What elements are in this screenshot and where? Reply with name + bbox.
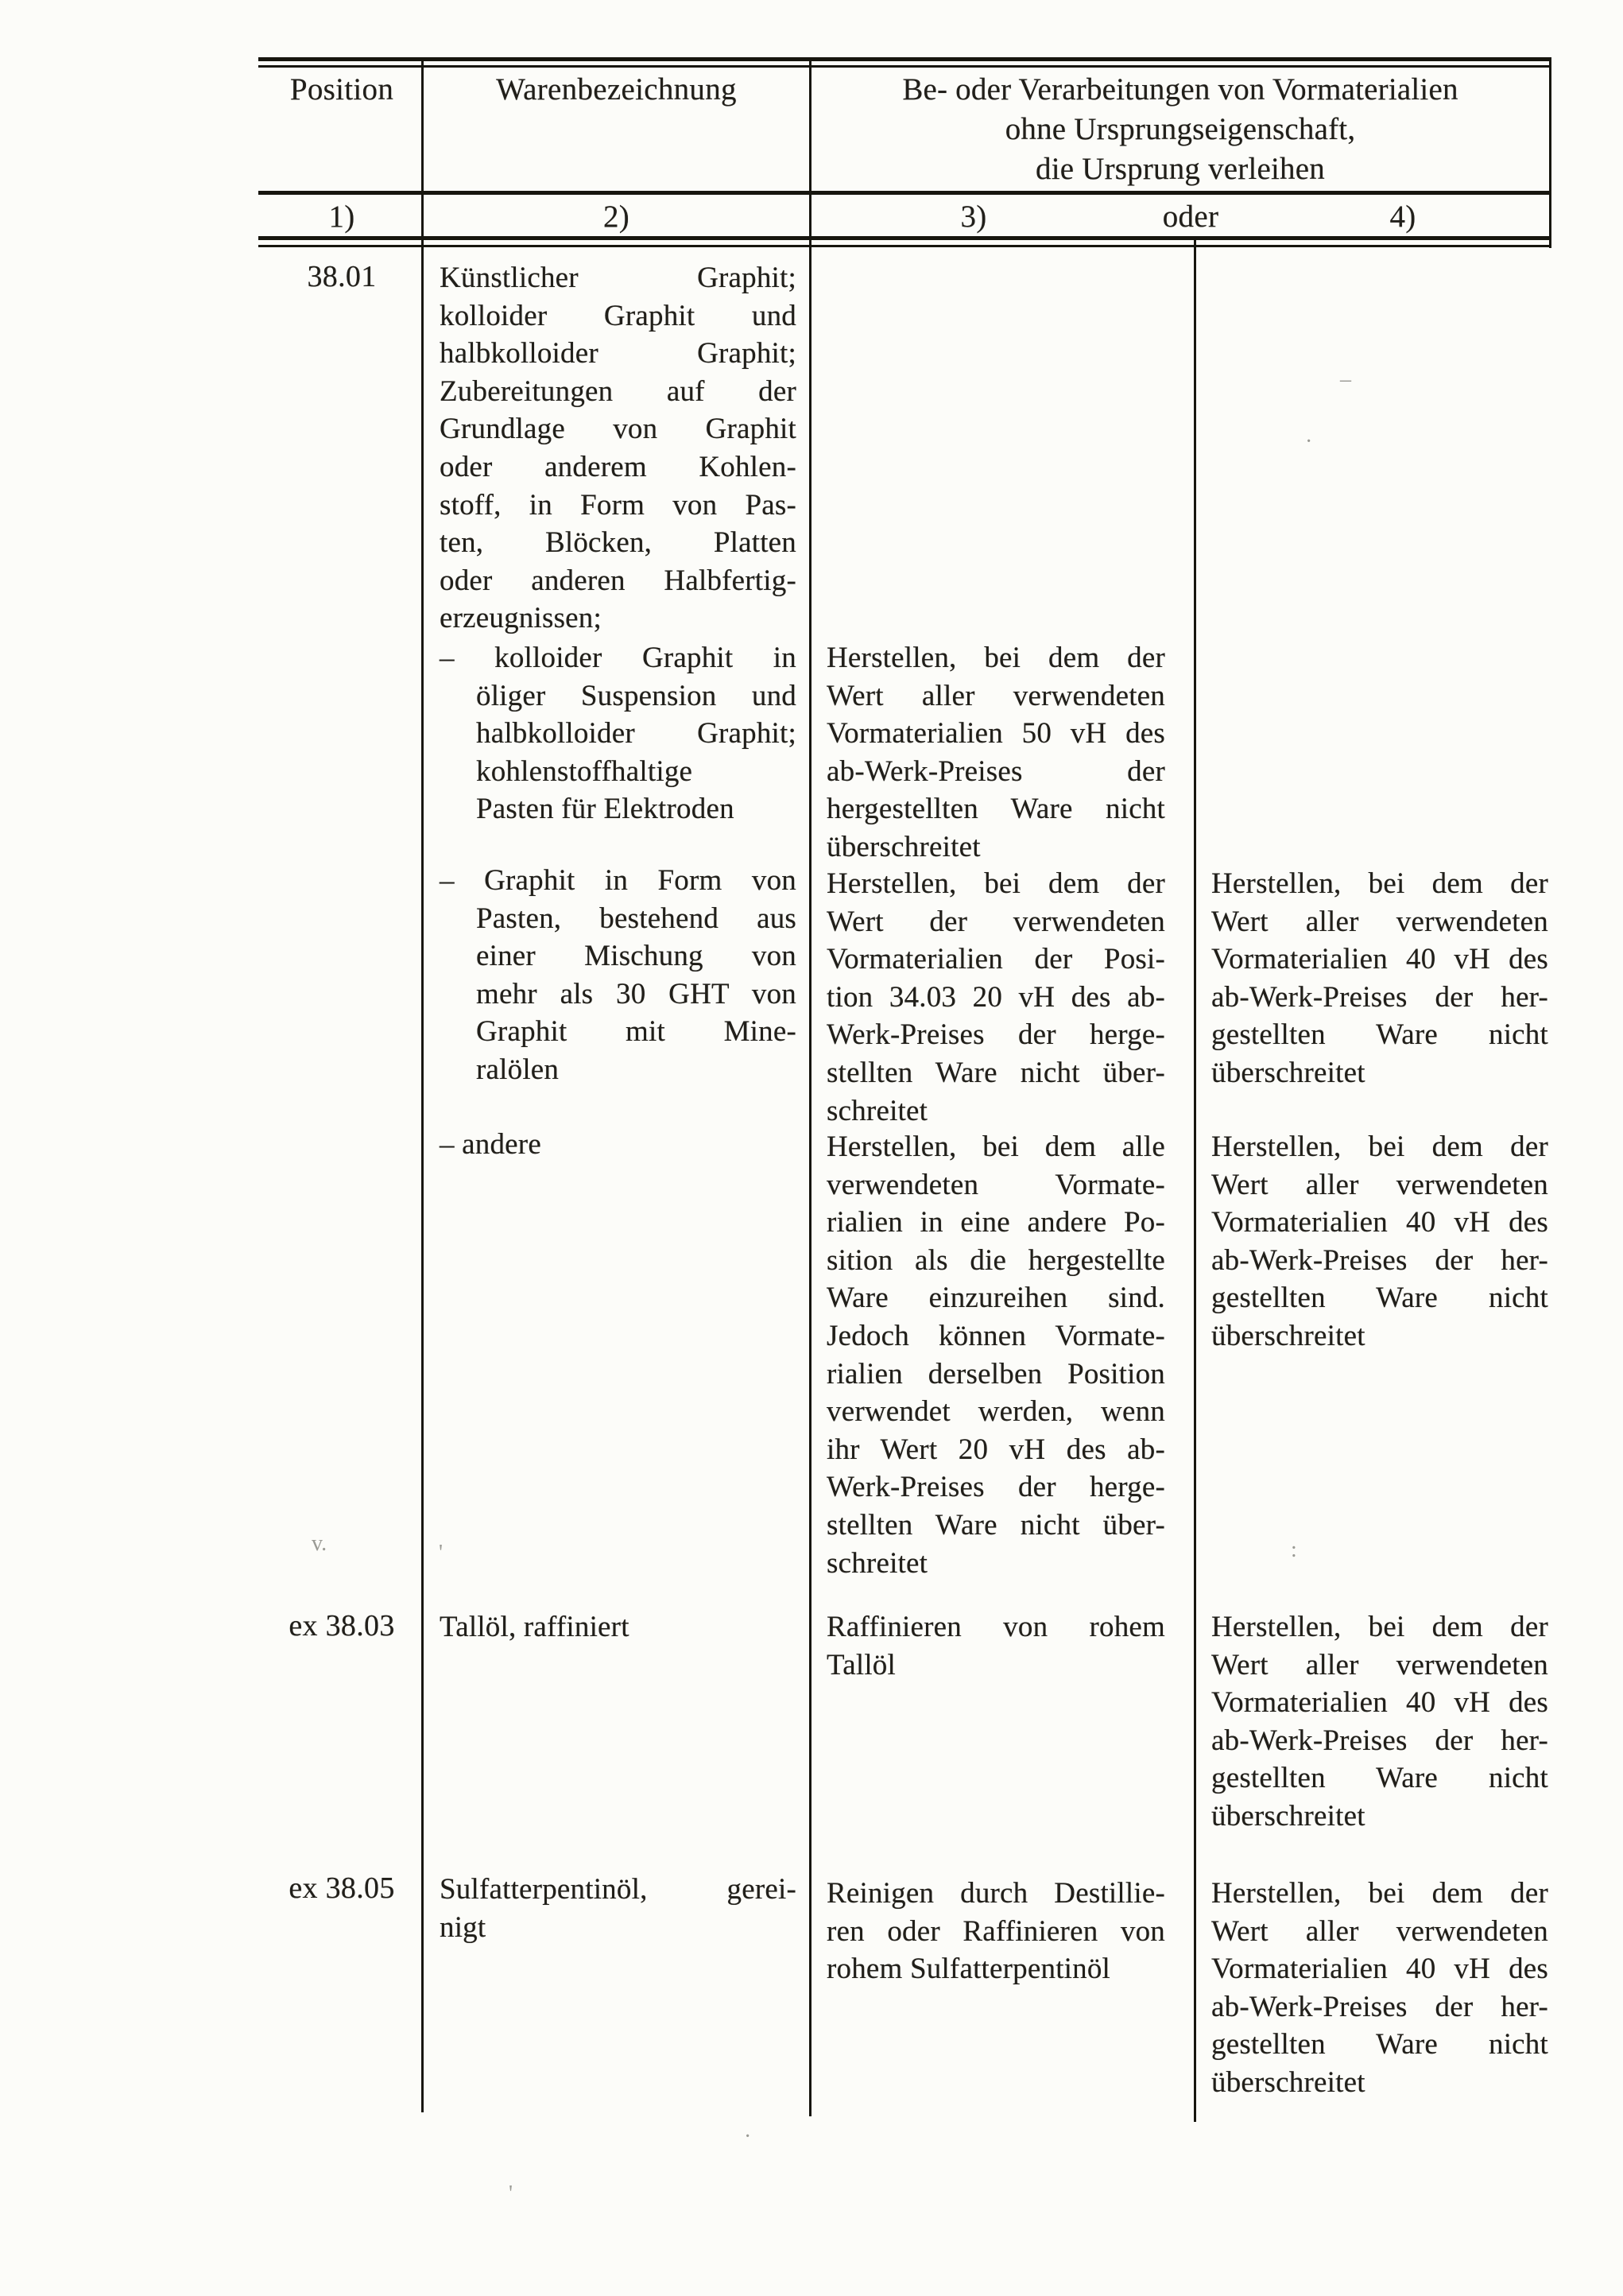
column-number-1: 1) bbox=[328, 199, 355, 234]
scanned-document-page: Position Warenbezeichnung Be- oder Verarbeitungen von Vormaterialien ohne Ursprungseigenschaft, die Ursprung verleihen 1) 2) 3) oder 4) 38.01 Künstlicher Graphit; kolloider Graphit und halbkolloider Graphit; Zubereitungen auf der Grundlage von Graphit oder anderem Kohlen- stoff, in Form von Pas- ten, Blöcken, Platten oder anderen Halbfertig- erzeugnissen; – kolloider Graphit in öliger Suspension und halbkolloider Graphit; kohlenstoffhaltige Pasten für Elektroden Herstellen, bei dem der Wert aller verwendeten Vormaterialien 50 vH des ab-Werk-Preises der hergestellten Ware nicht überschreitet – Graphit in Form von Pasten, bestehend aus einer Mischung von mehr als 30 GHT von Graphit mit Mine- ralölen Herstellen, bei dem der Wert der verwendeten Vormaterialien der Posi- tion 34.03 20 vH des ab- Werk-Preises der herge- stellten Ware nicht über- schreitet Herstellen, bei dem der Wert aller verwendeten Vormaterialien 40 vH des ab-Werk-Preises der her- gestellten Ware nicht überschreitet – andere Herstellen, bei dem alle verwendeten Vormate- rialien in eine andere Po- sition als die hergestellte Ware einzureihen sind. Jedoch können Vormate- rialien derselben Position verwendet werden, wenn ihr Wert 20 vH des ab- Werk-Preises der herge- stellten Ware nicht über- schreitet Herstellen, bei dem der Wert aller verwendeten Vormaterialien 40 vH des ab-Werk-Preises der her- gestellten Ware nicht überschreitet ex 38.03 Tallöl, raffiniert Raffinieren von rohem Tallöl Herstellen, bei dem der Wert aller verwendeten Vormaterialien 40 vH des ab-Werk-Preises der her- gestellten Ware nicht überschreitet ex 38.05 Sulfatterpentinöl, gerei- nigt Reinigen durch Destillie- ren oder Raffinieren von rohem Sulfatterpentinöl Herstellen, bei dem der Wert aller verwendeten Vormaterialien 40 vH des ab-Werk-Preises der her- gestellten Ware nicht überschreitet – · v. ' : · ' bbox=[0, 0, 1623, 2296]
description-ex3803: Tallöl, raffiniert bbox=[440, 1611, 629, 1643]
position-number-ex3803: ex 38.03 bbox=[289, 1609, 395, 1642]
column-number-2: 2) bbox=[602, 199, 630, 234]
header-right-border bbox=[1549, 57, 1551, 248]
rule-ex3805-col3: Reinigen durch Destillie- ren oder Raffinieren von rohem Sulfatterpentinöl bbox=[827, 1877, 1165, 1986]
position-number-ex3805: ex 38.05 bbox=[289, 1871, 395, 1905]
divider-col2-col3 bbox=[809, 57, 812, 2116]
header-warenbezeichnung: Warenbezeichnung bbox=[496, 72, 737, 107]
table-top-rule-inner bbox=[258, 65, 1551, 68]
subheader-rule-inner bbox=[258, 245, 1551, 247]
subheader-rule-outer bbox=[258, 236, 1551, 240]
header-position: Position bbox=[289, 72, 394, 107]
header-processing: Be- oder Verarbeitungen von Vormaterialien ohne Ursprungseigenschaft, die Ursprung verleihen bbox=[902, 72, 1458, 186]
description-3801-main: Künstlicher Graphit; kolloider Graphit und halbkolloider Graphit; Zubereitungen auf der Grundlage von Graphit oder anderem Kohlen- stoff, in Form von Pas- ten, Blöcken, Platten oder anderen Halbfertig- erzeugnissen; bbox=[440, 262, 796, 635]
rule-3801-col4-para2: Herstellen, bei dem der Wert aller verwendeten Vormaterialien 40 vH des ab-Werk-Preises der her- gestellten Ware nicht überschreitet bbox=[1211, 867, 1548, 1089]
divider-col3-col4 bbox=[1194, 236, 1196, 2122]
description-3801-sub3: – andere bbox=[440, 1128, 541, 1161]
description-3801-sub1: – kolloider Graphit in öliger Suspension und halbkolloider Graphit; kohlenstoffhaltige Pasten für Elektroden bbox=[440, 642, 796, 826]
rule-ex3803-col4: Herstellen, bei dem der Wert aller verwendeten Vormaterialien 40 vH des ab-Werk-Preises der her- gestellten Ware nicht überschreitet bbox=[1211, 1611, 1548, 1833]
rule-ex3805-col4: Herstellen, bei dem der Wert aller verwendeten Vormaterialien 40 vH des ab-Werk-Preises der her- gestellten Ware nicht überschreitet bbox=[1211, 1877, 1548, 2099]
rule-3801-col3-para2: Herstellen, bei dem der Wert der verwendeten Vormaterialien der Posi- tion 34.03 20 vH des ab- Werk-Preises der herge- stellten Ware nicht über- schreitet bbox=[827, 867, 1165, 1127]
rule-3801-col3-para3: Herstellen, bei dem alle verwendeten Vormate- rialien in eine andere Po- sition als die hergestellte Ware einzureihen sind. Jedoch können Vormate- rialien derselben Position verwendet werden, wenn ihr Wert 20 vH des ab- Werk-Preises der herge- stellten Ware nicht über- schreitet bbox=[827, 1131, 1165, 1580]
divider-col1-col2 bbox=[421, 57, 424, 2112]
rule-3801-col3-para1: Herstellen, bei dem der Wert aller verwendeten Vormaterialien 50 vH des ab-Werk-Preises der hergestellten Ware nicht überschreitet bbox=[827, 642, 1165, 863]
rule-3801-col4-para3: Herstellen, bei dem der Wert aller verwendeten Vormaterialien 40 vH des ab-Werk-Preises der her- gestellten Ware nicht überschreitet bbox=[1211, 1131, 1548, 1352]
table-top-rule-outer bbox=[258, 57, 1551, 61]
description-ex3805: Sulfatterpentinöl, gerei- nigt bbox=[440, 1873, 796, 1944]
column-oder-label: oder bbox=[1162, 199, 1219, 234]
column-number-4: 4) bbox=[1389, 199, 1416, 234]
header-separator-rule bbox=[258, 191, 1551, 195]
position-number-3801: 38.01 bbox=[307, 260, 377, 293]
column-number-3: 3) bbox=[960, 199, 987, 234]
rule-ex3803-col3: Raffinieren von rohem Tallöl bbox=[827, 1611, 1165, 1681]
description-3801-sub2: – Graphit in Form von Pasten, bestehend aus einer Mischung von mehr als 30 GHT von Graphit mit Mine- ralölen bbox=[440, 864, 796, 1086]
